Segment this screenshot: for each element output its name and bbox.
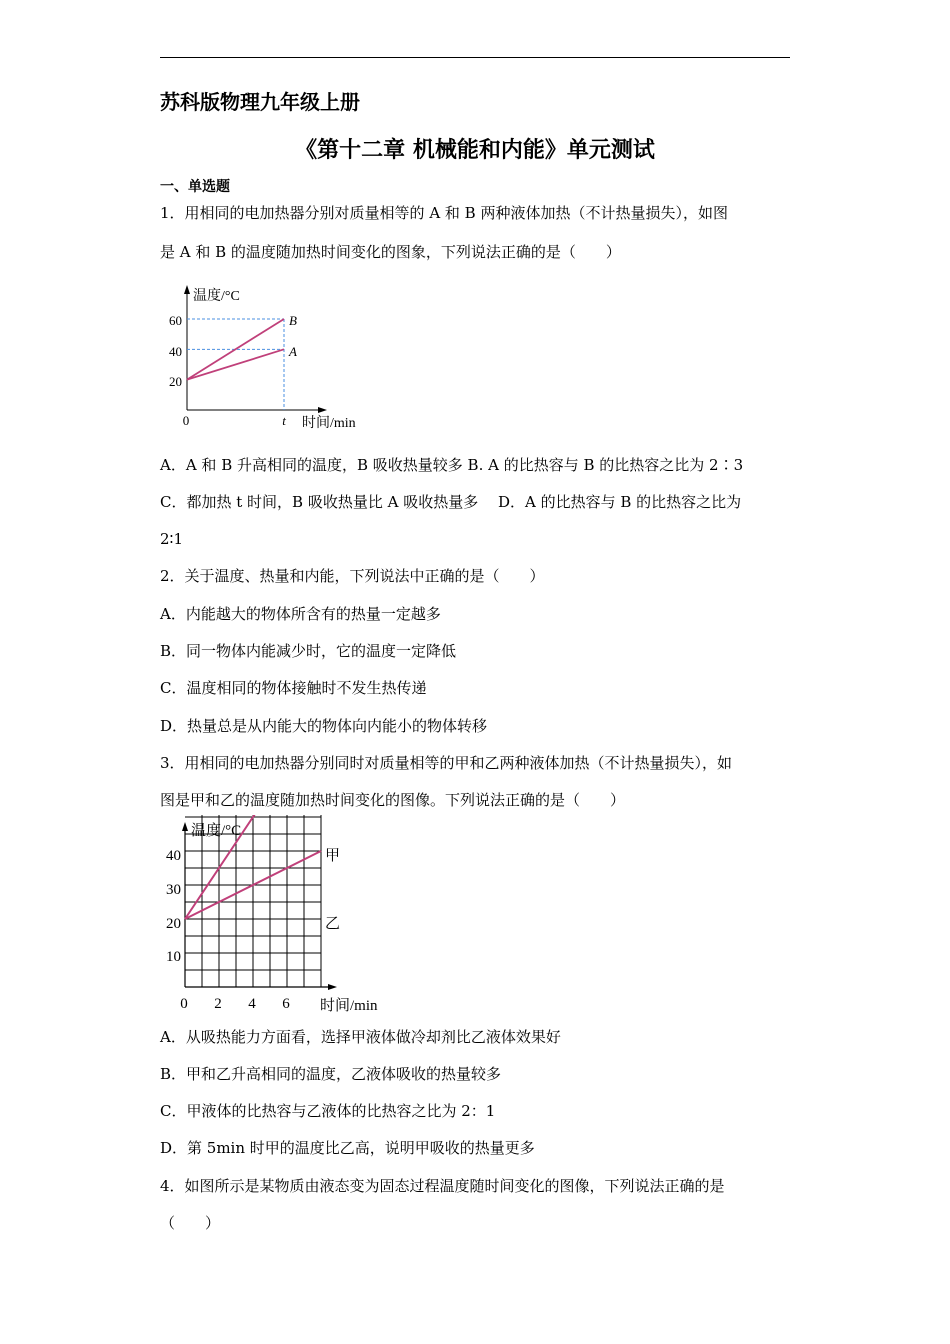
- q1-series-line-a: [187, 349, 284, 379]
- q1-options-line1: A．A 和 B 升高相同的温度，B 吸收热量较多 B. A 的比热容与 B 的比热容之比为 2∶3: [160, 456, 744, 474]
- q3-xtick-0: 0: [180, 996, 188, 1012]
- q1-ytick-20: 20: [169, 374, 182, 389]
- q3-series-label-yi: 乙: [325, 916, 341, 932]
- chart-q3: [160, 815, 395, 1015]
- q1-y-arrow: [184, 285, 190, 294]
- q1-stem-line1: 1．用相同的电加热器分别对质量相等的 A 和 B 两种液体加热（不计热量损失），如图: [160, 204, 728, 222]
- q3-option-d: D．第 5min 时甲的温度比乙高，说明甲吸收的热量更多: [160, 1139, 535, 1157]
- q3-option-b: B．甲和乙升高相同的温度，乙液体吸收的热量较多: [160, 1065, 502, 1083]
- q3-ytick-20: 20: [166, 916, 181, 932]
- q3-xtick-4: 4: [248, 996, 256, 1012]
- document-subtitle: 《第十二章 机械能和内能》单元测试: [295, 138, 655, 163]
- q2-stem: 2．关于温度、热量和内能，下列说法中正确的是（ ）: [160, 567, 545, 585]
- q3-stem-line1: 3．用相同的电加热器分别同时对质量相等的甲和乙两种液体加热（不计热量损失），如: [160, 754, 733, 772]
- q1-stem-line2: 是 A 和 B 的温度随加热时间变化的图象，下列说法正确的是（ ）: [160, 243, 621, 261]
- q3-xtick-2: 2: [214, 996, 222, 1012]
- q1-options-line3: 2∶1: [160, 530, 183, 548]
- section-heading: 一、单选题: [160, 179, 230, 195]
- q3-xlabel: 时间/min: [320, 998, 378, 1014]
- document-title: 苏科版物理九年级上册: [160, 90, 360, 114]
- q1-ytick-60: 60: [169, 313, 182, 328]
- q2-option-a: A．内能越大的物体所含有的热量一定越多: [160, 605, 441, 623]
- q3-option-c: C．甲液体的比热容与乙液体的比热容之比为 2：1: [160, 1102, 496, 1120]
- q1-ylabel: 温度/°C: [193, 289, 240, 304]
- q1-ytick-40: 40: [169, 344, 182, 359]
- q3-series-label-jia: 甲: [325, 848, 341, 864]
- q1-x-arrow: [318, 407, 327, 413]
- q2-option-d: D．热量总是从内能大的物体向内能小的物体转移: [160, 717, 488, 735]
- q1-series-label-b: B: [289, 313, 297, 328]
- q3-y-arrow: [182, 822, 188, 831]
- q3-xtick-6: 6: [282, 996, 290, 1012]
- q4-stem-line1: 4．如图所示是某物质由液态变为固态过程温度随时间变化的图像，下列说法正确的是: [160, 1177, 725, 1195]
- q4-stem-line2: （ ）: [160, 1214, 221, 1232]
- q3-x-arrow: [328, 984, 337, 990]
- top-rule: [160, 57, 790, 58]
- q3-option-a: A．从吸热能力方面看，选择甲液体做冷却剂比乙液体效果好: [160, 1028, 561, 1046]
- q1-options-line2: C．都加热 t 时间，B 吸收热量比 A 吸收热量多 D．A 的比热容与 B 的比热容之比为: [160, 493, 742, 511]
- q3-ylabel: 温度/°C: [191, 823, 242, 839]
- q3-stem-line2: 图是甲和乙的温度随加热时间变化的图像。下列说法正确的是（ ）: [160, 791, 626, 809]
- q2-option-b: B．同一物体内能减少时，它的温度一定降低: [160, 642, 457, 660]
- q3-ytick-10: 10: [166, 949, 181, 965]
- chart-q1: [160, 280, 390, 435]
- q3-ytick-40: 40: [166, 848, 181, 864]
- q2-option-c: C．温度相同的物体接触时不发生热传递: [160, 679, 427, 697]
- q1-xtick-0: 0: [182, 413, 190, 428]
- q1-xlabel: 时间/min: [302, 416, 356, 431]
- q1-xtick-t: t: [282, 413, 286, 428]
- q1-series-label-a: A: [289, 344, 297, 359]
- q3-ytick-30: 30: [166, 882, 181, 898]
